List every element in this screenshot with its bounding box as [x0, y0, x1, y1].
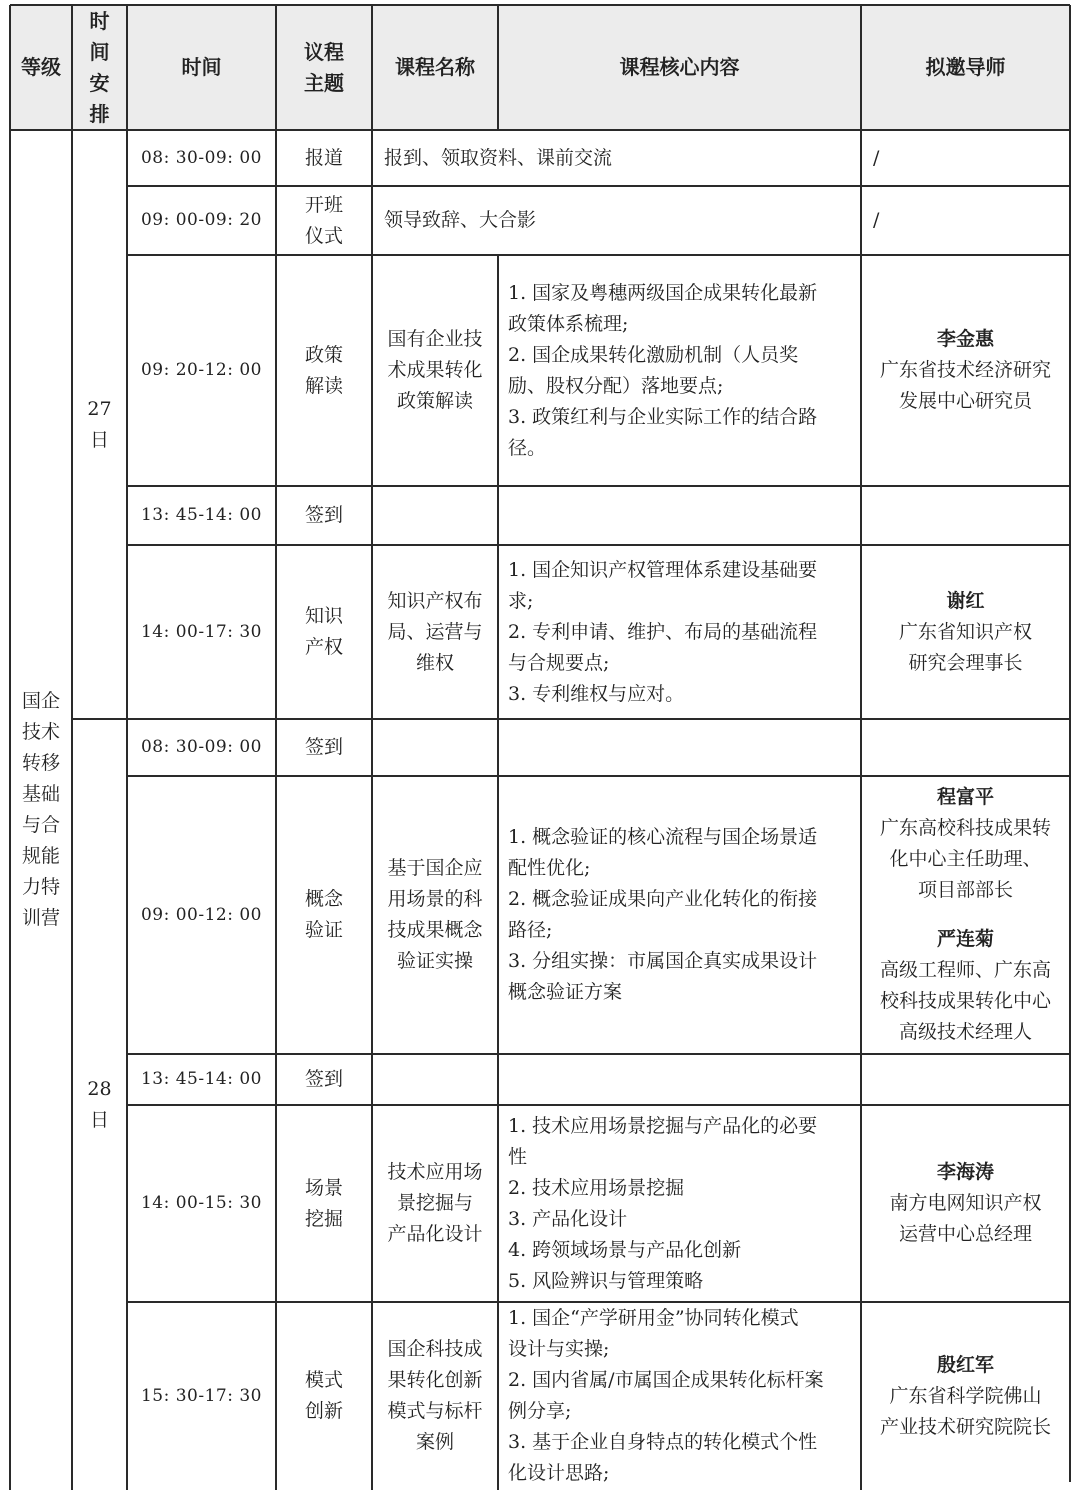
- row-course: [372, 545, 498, 719]
- table-rule: [860, 5, 862, 130]
- text-line: 果转化创新: [387, 1369, 483, 1391]
- text-line: 径。: [508, 436, 547, 459]
- row-topic: [276, 1105, 372, 1302]
- tutor-title: 运营中心总经理: [898, 1223, 1032, 1245]
- tutor-title: 广东省技术经济研究: [879, 359, 1051, 381]
- header-content: [498, 5, 861, 130]
- row-topic: [276, 255, 372, 486]
- text-line: 景挖掘与: [396, 1192, 473, 1214]
- row-content: [384, 186, 861, 255]
- text-line: 报道: [304, 146, 343, 169]
- text-line: 国有企业技: [387, 328, 483, 350]
- row-content: [508, 1105, 857, 1302]
- text-line: 验证: [304, 919, 343, 941]
- header-time: [127, 5, 276, 130]
- cell-text: 08: 30-09: 00: [140, 147, 263, 168]
- text-line: 政策体系梳理;: [508, 312, 629, 335]
- row-time: [127, 545, 276, 719]
- table-rule: [497, 5, 499, 130]
- text-line: 日: [89, 1108, 109, 1131]
- row-tutors: [861, 545, 1070, 719]
- spacer: [880, 906, 1051, 924]
- table-rule: [1069, 5, 1071, 1482]
- cell-text: 09: 00-12: 00: [140, 904, 263, 925]
- table-rule: [127, 485, 1070, 487]
- header-course: [372, 5, 498, 130]
- text-line: 力特: [21, 876, 60, 898]
- row-content: [508, 255, 857, 486]
- table-rule: [127, 718, 1070, 720]
- row-content: [508, 776, 857, 1054]
- row-topic: [276, 776, 372, 1054]
- cell-text: 08: 30-09: 00: [140, 737, 263, 757]
- cell-text: 时间: [181, 55, 222, 79]
- cell-text: 13: 45-14: 00: [140, 1069, 263, 1089]
- tutor-name: 程富平: [936, 786, 994, 808]
- text-line: 时: [89, 8, 110, 33]
- row-time: [127, 776, 276, 1054]
- text-line: 求;: [508, 589, 534, 612]
- cell-text: 09: 20-12: 00: [140, 360, 263, 380]
- text-line: 2. 国内省属/市属国企成果转化标杆案: [508, 1369, 824, 1391]
- cell-text: 14: 00-15: 30: [140, 1193, 263, 1213]
- tutor-title: 广东省科学院佛山: [889, 1384, 1042, 1407]
- row-topic: [276, 186, 372, 255]
- text-line: 创新: [304, 1400, 343, 1422]
- text-line: 挖掘: [304, 1207, 343, 1230]
- text-line: 1. 概念验证的核心流程与国企场景适: [508, 826, 818, 848]
- text-line: 开班: [304, 193, 343, 216]
- row-tutor: [873, 130, 1070, 186]
- text-line: 国企科技成: [387, 1338, 483, 1360]
- text-line: 用场景的科: [387, 888, 483, 910]
- text-line: 转移: [21, 752, 60, 774]
- row-course: [372, 776, 498, 1054]
- cell-text: 拟邀导师: [925, 55, 1006, 79]
- tutor-title: 高级技术经理人: [898, 1021, 1032, 1043]
- day-27: [72, 130, 127, 719]
- text-line: 2. 概念验证成果向产业化转化的衔接: [508, 888, 818, 910]
- cell-text: /: [873, 209, 880, 231]
- text-line: 27: [87, 397, 112, 420]
- text-line: 1. 技术应用场景挖掘与产品化的必要: [508, 1114, 818, 1137]
- row-content: [508, 1302, 857, 1490]
- tutor-title: 南方电网知识产权: [889, 1192, 1042, 1214]
- table-rule: [10, 129, 1070, 131]
- text-line: 1. 国企“产学研用金”协同转化模式: [508, 1307, 799, 1329]
- row-topic: [276, 1302, 372, 1490]
- text-line: 规能: [21, 845, 60, 867]
- header-schedule: [72, 5, 127, 130]
- row-time: [127, 1054, 276, 1105]
- text-line: 安: [89, 70, 110, 95]
- row-time: [127, 130, 276, 186]
- text-line: 间: [89, 39, 110, 64]
- text-line: 知识: [304, 605, 343, 627]
- text-line: 4. 跨领域场景与产品化创新: [508, 1238, 742, 1261]
- table-rule: [275, 130, 277, 1490]
- text-line: 技术: [21, 721, 60, 743]
- header-tutor: [861, 5, 1070, 130]
- text-line: 2. 国企成果转化激励机制（人员奖: [508, 343, 799, 366]
- row-time: [127, 1302, 276, 1490]
- tutor-title: 研究会理事长: [908, 651, 1023, 674]
- tutor-title: 高级工程师、广东高: [879, 959, 1051, 981]
- table-rule: [860, 130, 862, 1490]
- text-line: 基础: [21, 783, 60, 805]
- text-line: 3. 分组实操：市属国企真实成果设计: [508, 950, 818, 972]
- table-rule: [72, 718, 127, 720]
- text-line: 概念: [304, 888, 343, 910]
- table-rule: [71, 130, 73, 1490]
- table-rule: [127, 775, 1070, 777]
- text-line: 2. 技术应用场景挖掘: [508, 1176, 685, 1199]
- tutor-name: 李海涛: [936, 1161, 994, 1183]
- text-line: 技成果概念: [387, 919, 483, 941]
- text-line: 1. 国家及粤穗两级国企成果转化最新: [508, 281, 818, 304]
- text-line: 3. 产品化设计: [508, 1207, 628, 1230]
- text-line: 仪式: [304, 224, 343, 247]
- cell-text: 课程核心内容: [619, 55, 740, 79]
- tutor-name: 李金惠: [936, 328, 994, 350]
- table-rule: [10, 4, 1070, 6]
- table-rule: [127, 1053, 1070, 1055]
- text-line: 技术应用场: [387, 1161, 483, 1183]
- text-line: 2. 专利申请、维护、布局的基础流程: [508, 620, 818, 643]
- text-line: 产品化设计: [387, 1223, 483, 1245]
- text-line: 日: [89, 428, 109, 451]
- row-tutors: [861, 1302, 1070, 1490]
- cell-text: 14: 00-17: 30: [140, 621, 263, 642]
- row-time: [127, 719, 276, 776]
- text-line: 1. 国企知识产权管理体系建设基础要: [508, 558, 818, 581]
- text-line: 配性优化;: [508, 857, 591, 879]
- cell-text: 09: 00-09: 20: [140, 210, 263, 230]
- table-rule: [275, 5, 277, 130]
- text-line: 3. 专利维权与应对。: [508, 682, 685, 705]
- text-line: 政策解读: [396, 390, 473, 412]
- cell-text: /: [873, 146, 880, 169]
- row-topic: [276, 486, 372, 545]
- text-line: 签到: [304, 1068, 343, 1090]
- tutor-title: 化中心主任助理、: [889, 848, 1042, 870]
- row-time: [127, 186, 276, 255]
- row-content: [384, 130, 861, 186]
- table-rule: [127, 1301, 1070, 1303]
- text-line: 验证实操: [396, 950, 473, 972]
- row-time: [127, 255, 276, 486]
- text-line: 励、股权分配）落地要点;: [508, 374, 724, 397]
- tutor-title: 广东省知识产权: [898, 620, 1032, 643]
- tutor-title: 发展中心研究员: [898, 390, 1032, 412]
- cell-text: 课程名称: [395, 55, 475, 79]
- text-line: 解读: [304, 374, 343, 397]
- text-line: 5. 风险辨识与管理策略: [508, 1269, 704, 1292]
- row-course: [372, 1105, 498, 1302]
- table-rule: [371, 130, 373, 1490]
- text-line: 主题: [304, 70, 344, 95]
- row-content: [508, 545, 857, 719]
- text-line: 排: [89, 101, 110, 126]
- row-topic: [276, 719, 372, 776]
- row-topic: [276, 130, 372, 186]
- text-line: 案例: [415, 1431, 454, 1453]
- tutor-title: 校科技成果转化中心: [879, 990, 1051, 1012]
- row-time: [127, 1105, 276, 1302]
- text-line: 28: [87, 1077, 112, 1100]
- text-line: 政策: [304, 343, 343, 366]
- text-line: 概念验证方案: [508, 981, 623, 1003]
- row-tutors: [861, 1105, 1070, 1302]
- table-rule: [371, 5, 373, 130]
- text-line: 议程: [304, 39, 344, 64]
- table-rule: [127, 185, 1070, 187]
- cell-text: 报到、领取资料、课前交流: [384, 146, 613, 169]
- table-rule: [71, 5, 73, 130]
- text-line: 签到: [304, 736, 343, 758]
- text-line: 国企: [21, 690, 60, 712]
- table-rule: [127, 254, 1070, 256]
- cell-text: 15: 30-17: 30: [140, 1385, 263, 1406]
- tutor-name: 谢红: [946, 589, 985, 612]
- header-level: [10, 5, 72, 130]
- text-line: 局、运营与: [387, 620, 483, 643]
- text-line: 设计与实操;: [508, 1338, 610, 1360]
- row-course: [372, 255, 498, 486]
- row-course: [372, 1302, 498, 1490]
- cell-text: 领导致辞、大合影: [384, 209, 537, 231]
- header-topic: [276, 5, 372, 130]
- text-line: 例分享;: [508, 1400, 572, 1422]
- table-rule: [127, 1104, 1070, 1106]
- text-line: 化设计思路;: [508, 1462, 610, 1484]
- text-line: 训营: [21, 907, 60, 929]
- table-rule: [126, 5, 128, 130]
- row-tutors: [861, 255, 1070, 486]
- text-line: 场景: [304, 1176, 343, 1199]
- text-line: 模式与标杆: [387, 1400, 483, 1422]
- text-line: 性: [508, 1145, 528, 1168]
- tutor-title: 产业技术研究院院长: [879, 1415, 1051, 1438]
- text-line: 维权: [415, 651, 454, 674]
- cell-text: 13: 45-14: 00: [140, 505, 263, 525]
- row-tutors: [861, 776, 1070, 1054]
- tutor-name: 殷红军: [936, 1353, 994, 1376]
- tutor-name: 严连菊: [936, 928, 994, 950]
- table-rule: [497, 255, 499, 1490]
- row-time: [127, 486, 276, 545]
- tutor-title: 项目部部长: [917, 879, 1013, 901]
- text-line: 签到: [304, 504, 343, 526]
- text-line: 3. 政策红利与企业实际工作的结合路: [508, 405, 818, 428]
- tutor-title: 广东高校科技成果转: [879, 817, 1051, 839]
- cell-text: 等级: [21, 55, 61, 79]
- text-line: 路径;: [508, 919, 553, 941]
- text-line: 产权: [304, 636, 343, 658]
- text-line: 与合规要点;: [508, 651, 610, 674]
- text-line: 知识产权布: [387, 589, 483, 612]
- day-28: [72, 719, 127, 1490]
- level-name: [10, 680, 72, 940]
- text-line: 基于国企应: [387, 857, 483, 879]
- table-rule: [127, 544, 1070, 546]
- text-line: 术成果转化: [387, 359, 483, 381]
- row-topic: [276, 545, 372, 719]
- table-rule: [126, 130, 128, 1490]
- text-line: 3. 基于企业自身特点的转化模式个性: [508, 1431, 818, 1453]
- row-tutor: [873, 186, 1070, 255]
- text-line: 与合: [21, 814, 60, 836]
- row-topic: [276, 1054, 372, 1105]
- table-rule: [9, 5, 11, 1490]
- text-line: 模式: [304, 1369, 343, 1391]
